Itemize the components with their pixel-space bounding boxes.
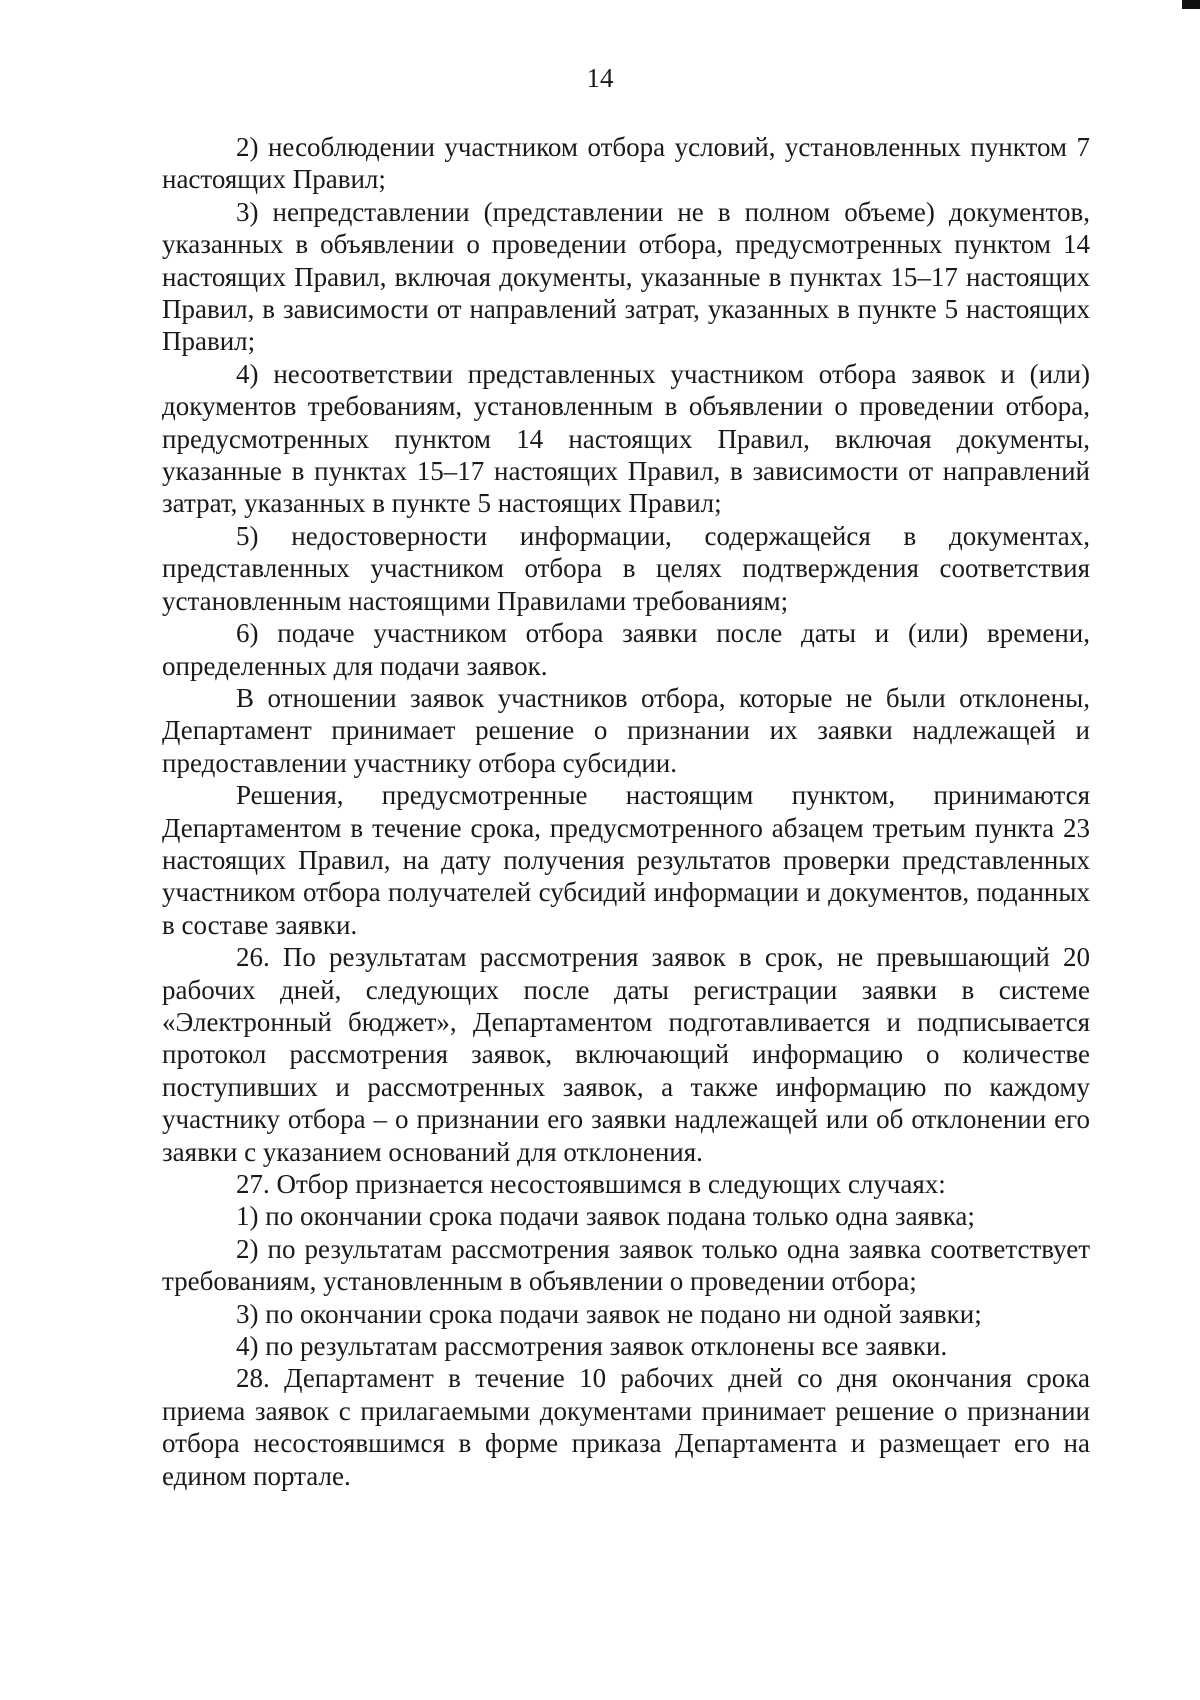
paragraph-item-6: 6) подаче участником отбора заявки после даты и (или) времени, определенных для подачи заявок. xyxy=(162,618,1090,681)
page-number: 14 xyxy=(586,63,614,93)
paragraph-item-5: 5) недостоверности информации, содержащейся в документах, представленных участником отбора в целях подтверждения соответствия установленным настоящими Правилами требованиям; xyxy=(162,520,1090,616)
paragraph-27-item-1: 1) по окончании срока подачи заявок подана только одна заявка; xyxy=(236,1201,975,1232)
paragraph-section-28: 28. Департамент в течение 10 рабочих дней со дня окончания срока приема заявок с прилагаемыми документами принимает решение о признании отбора несостоявшимся в форме приказа Департамента и размещает его на едином портале. xyxy=(162,1363,1090,1491)
scan-edge-mark xyxy=(1182,0,1200,9)
paragraph-27-item-2: 2) по результатам рассмотрения заявок только одна заявка соответствует требованиям, установленным в объявлении о проведении отбора; xyxy=(162,1233,1090,1297)
paragraph-item-2: 2) несоблюдении участником отбора условий, установленных пунктом 7 настоящих Правил; xyxy=(162,132,1090,195)
paragraph-section-27: 27. Отбор признается несостоявшимся в следующих случаях: xyxy=(236,1169,946,1199)
paragraph-decisions: Решения, предусмотренные настоящим пунктом, принимаются Департаментом в течение срока, предусмотренного абзацем третьим пункта 23 настоящих Правил, на дату получения результатов проверки представленных участником отбора получателей субсидий информации и документов, поданных в составе заявки. xyxy=(162,780,1090,940)
paragraph-item-3: 3) непредставлении (представлении не в полном объеме) документов, указанных в объявлении о проведении отбора, предусмотренных пунктом 14 настоящих Правил, включая документы, указанные в пунктах 15–17 настоящих Правил, в зависимости от направлений затрат, указанных в пункте 5 настоящих Правил; xyxy=(162,196,1090,357)
paragraph-section-26: 26. По результатам рассмотрения заявок в срок, не превышающий 20 рабочих дней, следующих после даты регистрации заявки в системе «Электронный бюджет», Департаментом подготавливается и подписывается протокол рассмотрения заявок, включающий информацию о количестве поступивших и рассмотренных заявок, а также информацию по каждому участнику отбора – о признании его заявки надлежащей или об отклонении его заявки с указанием оснований для отклонения. xyxy=(162,942,1090,1167)
document-body xyxy=(162,131,1090,1492)
paragraph-item-4: 4) несоответствии представленных участником отбора заявок и (или) документов требованиям, установленным в объявлении о проведении отбора, предусмотренных пунктом 14 настоящих Правил, включая документы, указанные в пунктах 15–17 настоящих Правил, в зависимости от направлений затрат, указанных в пункте 5 настоящих Правил; xyxy=(162,358,1090,519)
paragraph-27-item-3: 3) по окончании срока подачи заявок не подано ни одной заявки; xyxy=(236,1298,982,1329)
paragraph-27-item-4: 4) по результатам рассмотрения заявок отклонены все заявки. xyxy=(236,1331,948,1362)
paragraph-not-rejected: В отношении заявок участников отбора, которые не были отклонены, Департамент принимает решение о признании их заявки надлежащей и предоставлении участнику отбора субсидии. xyxy=(162,682,1090,778)
